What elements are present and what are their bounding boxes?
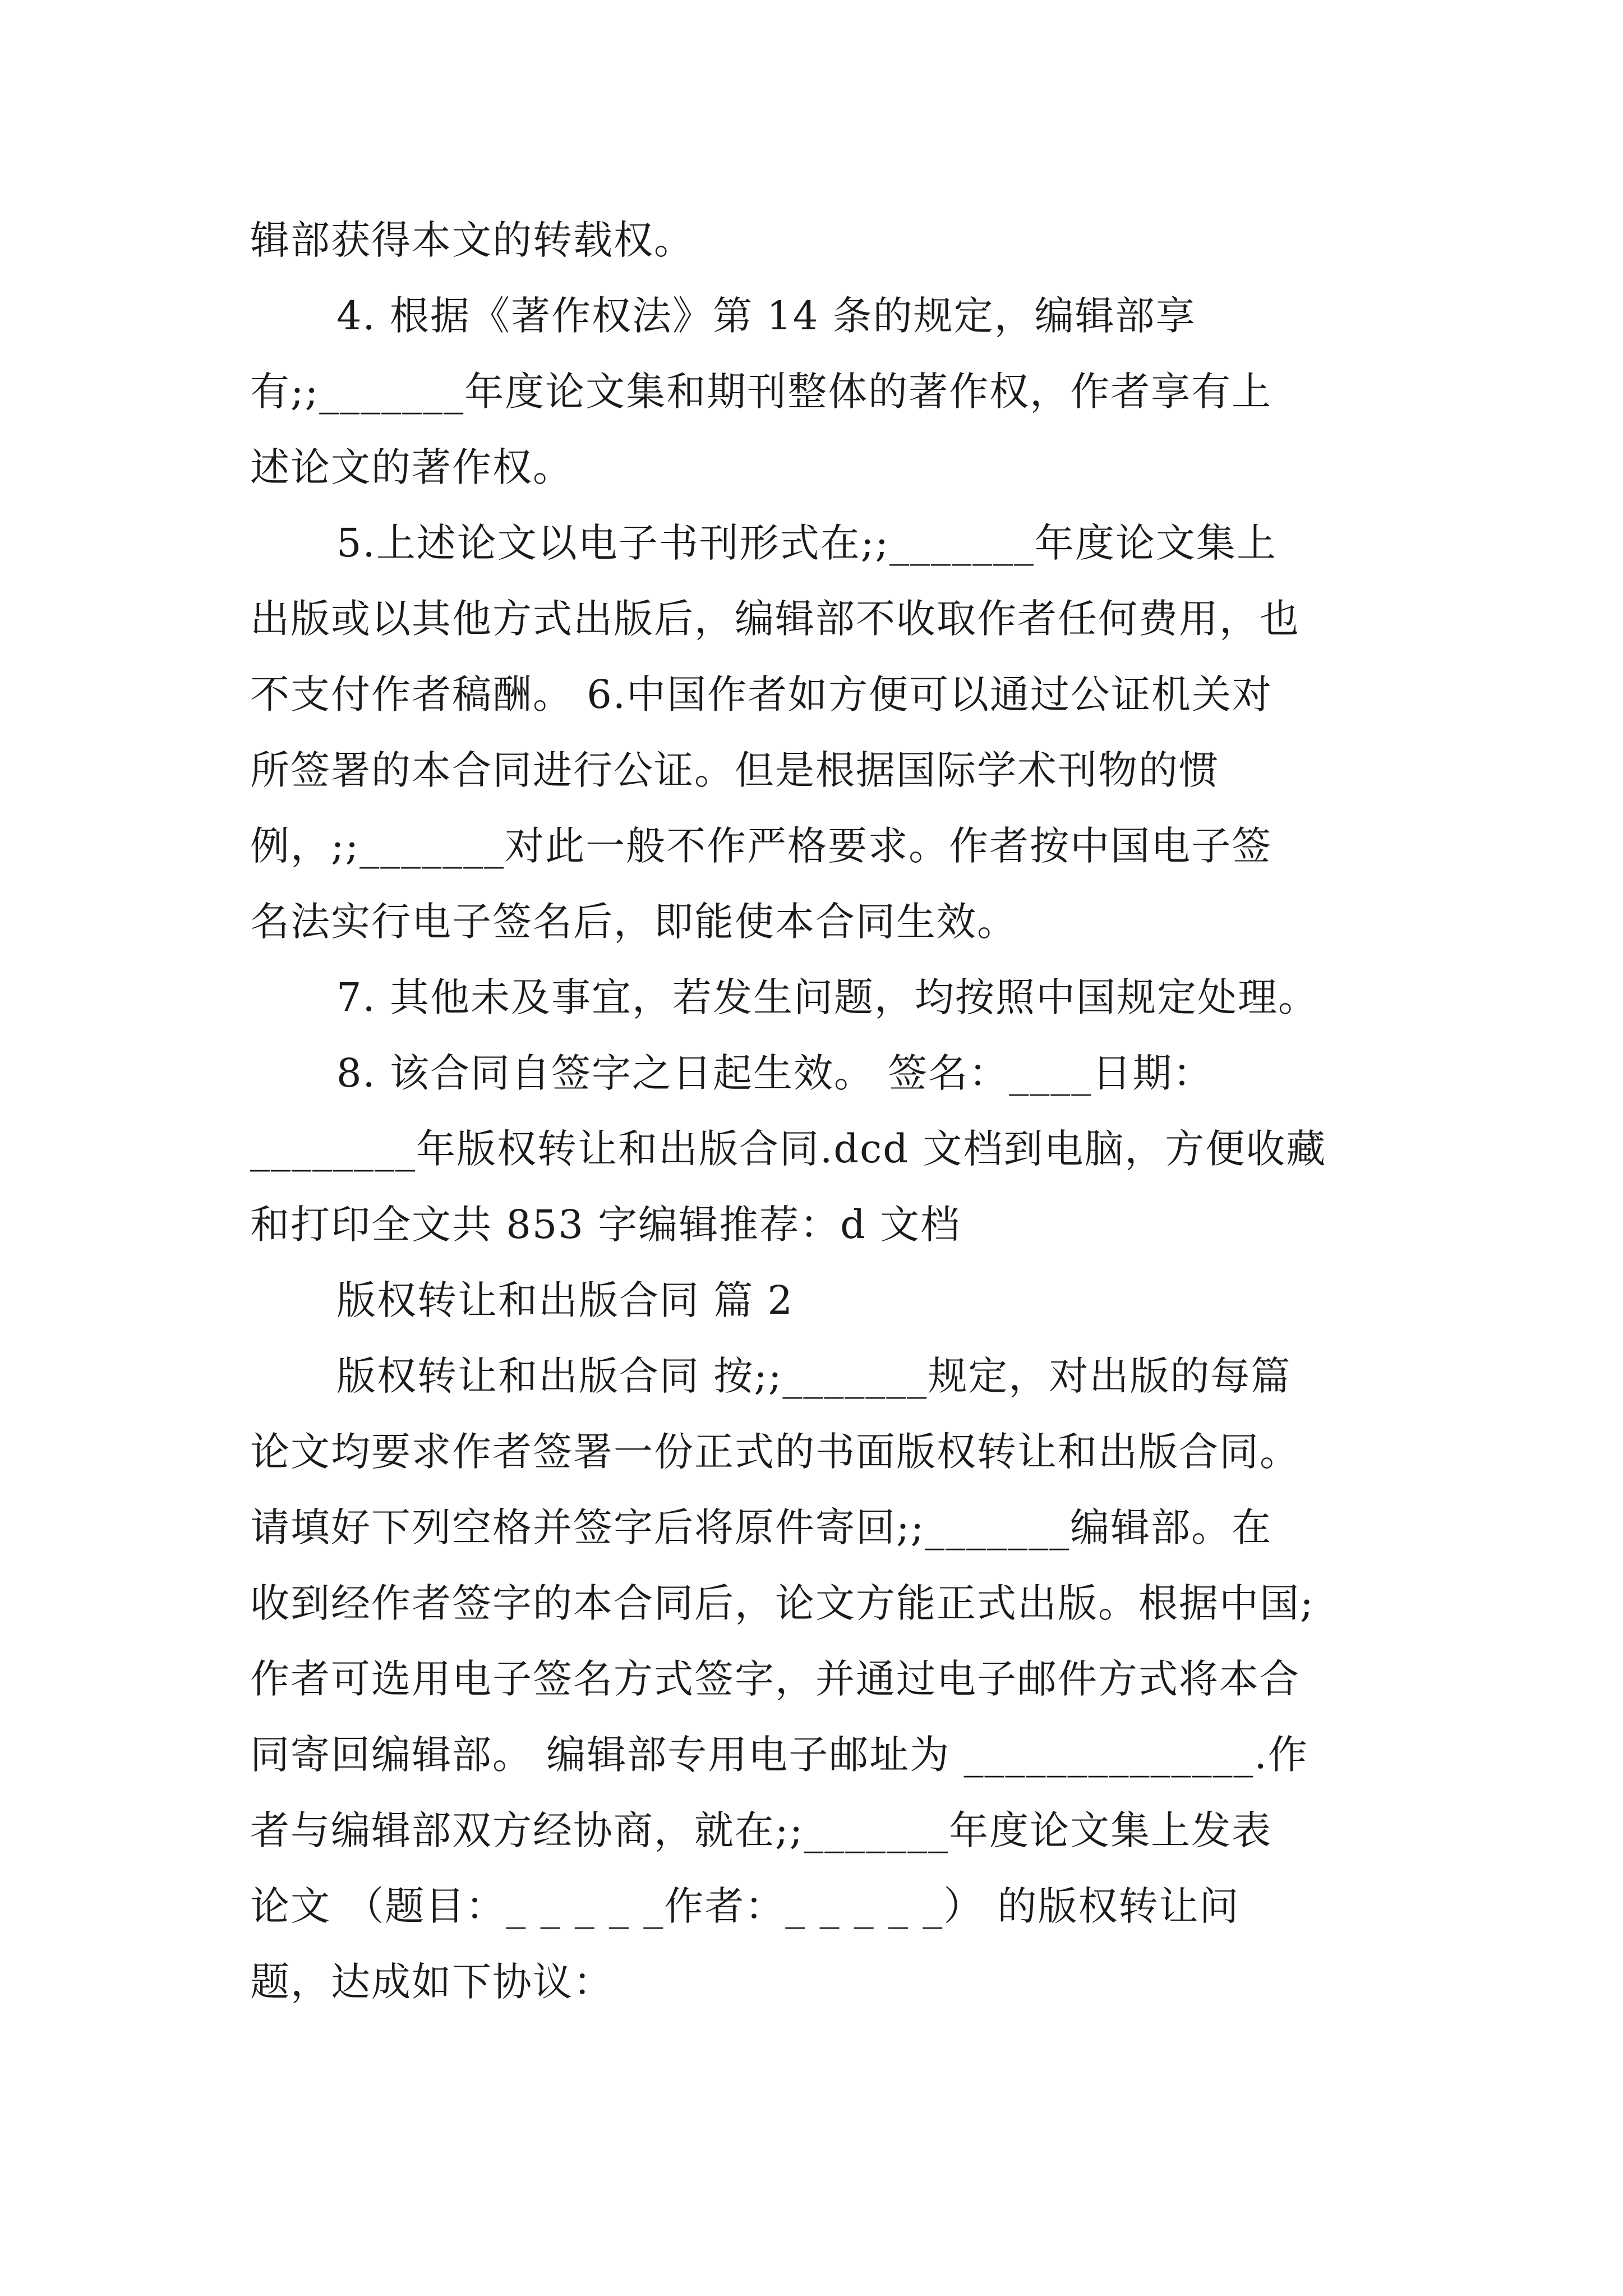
section-heading: 版权转让和出版合同 篇 2 xyxy=(336,1277,794,1323)
paragraph-start-line: 版权转让和出版合同 按;;_______规定，对出版的每篇 xyxy=(336,1353,1292,1399)
text-line: 同寄回编辑部。 编辑部专用电子邮址为 ______________.作 xyxy=(250,1732,1308,1778)
text-line: 论文 （题目：_ _ _ _ _作者：_ _ _ _ _） 的版权转让问 xyxy=(250,1883,1240,1929)
text-line: 名法实行电子签名后，即能使本合同生效。 xyxy=(250,899,1017,945)
text-line: 者与编辑部双方经协商，就在;;_______年度论文集上发表 xyxy=(250,1807,1272,1853)
text-line: 例，;;_______对此一般不作严格要求。作者按中国电子签 xyxy=(250,823,1272,869)
text-line: 出版或以其他方式出版后，编辑部不收取作者任何费用，也 xyxy=(250,596,1300,642)
text-line: 题，达成如下协议： xyxy=(250,1959,614,2005)
text-line: 不支付作者稿酬。 6.中国作者如方便可以通过公证机关对 xyxy=(250,671,1273,717)
text-line: 作者可选用电子签名方式签字，并通过电子邮件方式将本合 xyxy=(250,1656,1300,1702)
clause-8-line: 8. 该合同自签字之日起生效。 签名：____日期： xyxy=(336,1050,1214,1096)
text-line: ________年版权转让和出版合同.dcd 文档到电脑，方便收藏 xyxy=(250,1126,1327,1172)
text-line: 收到经作者签字的本合同后，论文方能正式出版。根据中国; xyxy=(250,1580,1315,1626)
text-line: 述论文的著作权。 xyxy=(250,444,573,490)
text-line: 和打印全文共 853 字编辑推荐：d 文档 xyxy=(250,1202,961,1248)
clause-7-line: 7. 其他未及事宜，若发生问题，均按照中国规定处理。 xyxy=(336,974,1319,1020)
text-line: 论文均要求作者签署一份正式的书面版权转让和出版合同。 xyxy=(250,1429,1300,1475)
clause-5-line: 5.上述论文以电子书刊形式在;;_______年度论文集上 xyxy=(336,520,1277,566)
text-line: 所签署的本合同进行公证。但是根据国际学术刊物的惯 xyxy=(250,747,1219,793)
text-line: 辑部获得本文的转载权。 xyxy=(250,217,694,263)
text-line: 有;;_______年度论文集和期刊整体的著作权，作者享有上 xyxy=(250,369,1272,415)
clause-4-line: 4. 根据《著作权法》第 14 条的规定，编辑部享 xyxy=(336,293,1196,339)
text-line: 请填好下列空格并签字后将原件寄回;;_______编辑部。在 xyxy=(250,1504,1272,1550)
